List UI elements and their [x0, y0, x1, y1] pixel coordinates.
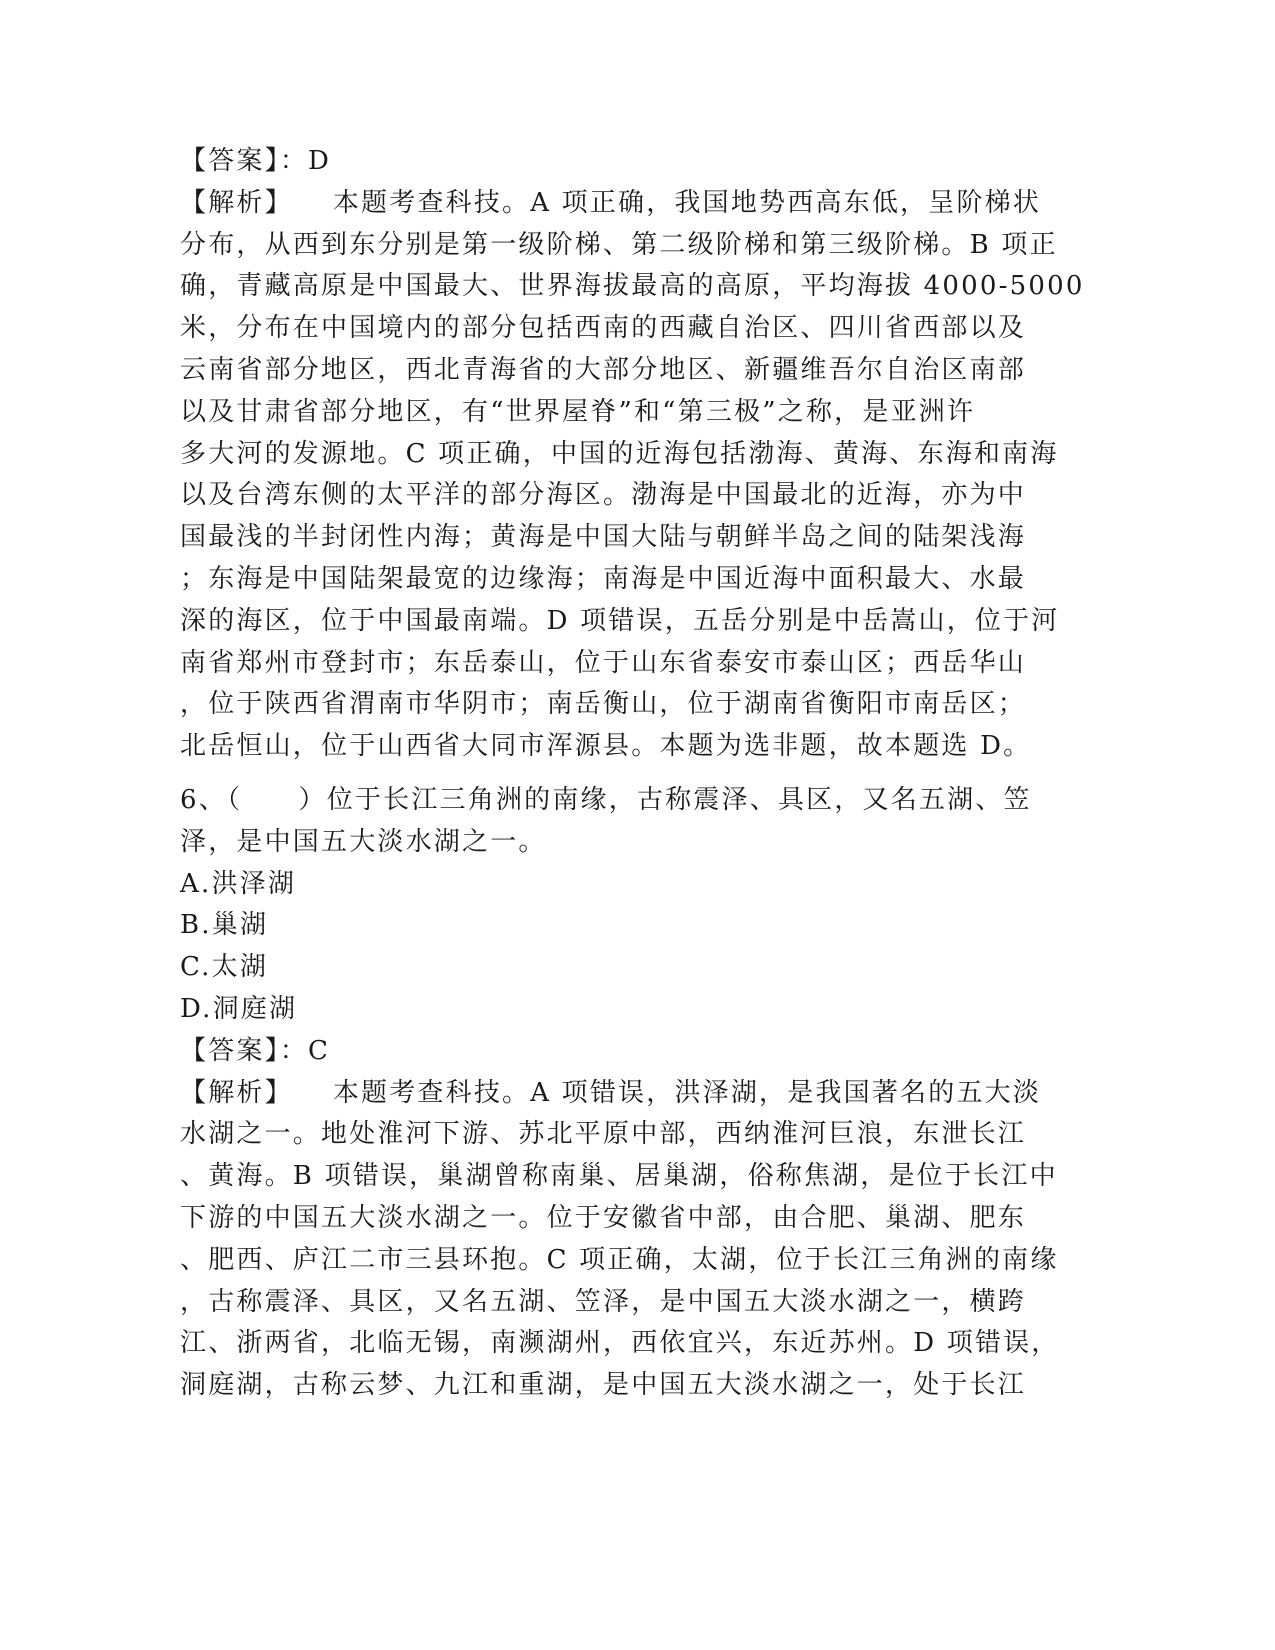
q5-analysis-line-13: 北岳恒山，位于山西省大同市浑源县。本题为选非题，故本题选 D。 [180, 731, 1032, 762]
q5-analysis-text: 本题考查科技。A 项正确，我国地势西高东低，呈阶梯状 [332, 187, 1042, 218]
q6-analysis-text: 本题考查科技。A 项错误，洪泽湖，是我国著名的五大淡 [332, 1077, 1042, 1108]
q6-option-d: D.洞庭湖 [180, 993, 298, 1024]
q5-answer-value: D [308, 146, 332, 176]
q5-answer-line [180, 141, 1045, 183]
q5-analysis-line-0 [180, 183, 1045, 225]
q5-answer-label: 【答案】 [180, 146, 280, 176]
q5-analysis-line-7: 以及台湾东侧的太平洋的部分海区。渤海是中国最北的近海，亦为中 [180, 480, 1027, 511]
q6-answer-separator: ： [279, 1035, 309, 1066]
q5-analysis-line-1: 分布，从西到东分别是第一级阶梯、第二级阶梯和第三级阶梯。B 项正 [180, 229, 1058, 260]
q5-analysis-line-9: ；东海是中国陆架最宽的边缘海；南海是中国近海中面积最大、水最 [180, 563, 1027, 594]
q6-analysis-line-0 [180, 1073, 1045, 1115]
q6-answer-line [180, 1031, 1045, 1073]
q6-analysis-label: 【解析】 [180, 1077, 293, 1108]
q6-analysis-line-2: 、黄海。B 项错误，巢湖曾称南巢、居巢湖，俗称焦湖，是位于长江中 [180, 1161, 1058, 1192]
q6-analysis-line-1: 水湖之一。地处淮河下游、苏北平原中部，西纳淮河巨浪，东泄长江 [180, 1119, 1027, 1150]
q5-analysis-line-8: 国最浅的半封闭性内海；黄海是中国大陆与朝鲜半岛之间的陆架浅海 [180, 522, 1027, 553]
q6-question-line-0: 6、（ ）位于长江三角洲的南缘，古称震泽、具区，又名五湖、笠 [180, 784, 1032, 815]
q6-analysis-line-7: 洞庭湖，古称云梦、九江和重湖，是中国五大淡水湖之一，处于长江 [180, 1370, 1027, 1401]
q5-analysis-line-6: 多大河的发源地。C 项正确，中国的近海包括渤海、黄海、东海和南海 [180, 438, 1059, 469]
document-page [180, 141, 1085, 1407]
q6-analysis-line-5: ，古称震泽、具区，又名五湖、笠泽，是中国五大淡水湖之一，横跨 [180, 1286, 1027, 1317]
q6-answer-value: C [308, 1035, 331, 1066]
q5-analysis-line-11: 南省郑州市登封市；东岳泰山，位于山东省泰安市泰山区；西岳华山 [180, 647, 1027, 678]
q6-option-a: A.洪泽湖 [180, 868, 297, 899]
q5-analysis-line-10: 深的海区，位于中国最南端。D 项错误，五岳分别是中岳嵩山，位于河 [180, 605, 1060, 636]
q5-analysis-line-2: 确，青藏高原是中国最大、世界海拔最高的高原，平均海拔 4000-5000 [180, 271, 1085, 302]
q6-analysis-line-3: 下游的中国五大淡水湖之一。位于安徽省中部，由合肥、巢湖、肥东 [180, 1202, 1027, 1233]
q6-option-b: B.巢湖 [180, 910, 269, 941]
section-gap [180, 768, 1045, 780]
q6-option-c: C.太湖 [180, 952, 269, 983]
q5-analysis-line-4: 云南省部分地区，西北青海省的大部分地区、新疆维吾尔自治区南部 [180, 354, 1027, 385]
q6-analysis-line-4: 、肥西、庐江二市三县环抱。C 项正确，太湖，位于长江三角洲的南缘 [180, 1244, 1059, 1275]
q5-analysis-line-12: ，位于陕西省渭南市华阴市；南岳衡山，位于湖南省衡阳市南岳区； [180, 689, 1027, 720]
q5-answer-separator: ： [279, 146, 309, 176]
q6-question-line-1: 泽，是中国五大淡水湖之一。 [180, 826, 547, 857]
q5-analysis-line-5: 以及甘肃省部分地区，有“世界屋脊”和“第三极”之称，是亚洲许 [180, 396, 976, 427]
q6-analysis-line-6: 江、浙两省，北临无锡，南濒湖州，西依宜兴，东近苏州。D 项错误， [180, 1328, 1060, 1359]
q5-analysis-line-3: 米，分布在中国境内的部分包括西南的西藏自治区、四川省西部以及 [180, 313, 1027, 344]
q5-analysis-label: 【解析】 [180, 187, 293, 218]
q6-answer-label: 【答案】 [180, 1035, 280, 1066]
